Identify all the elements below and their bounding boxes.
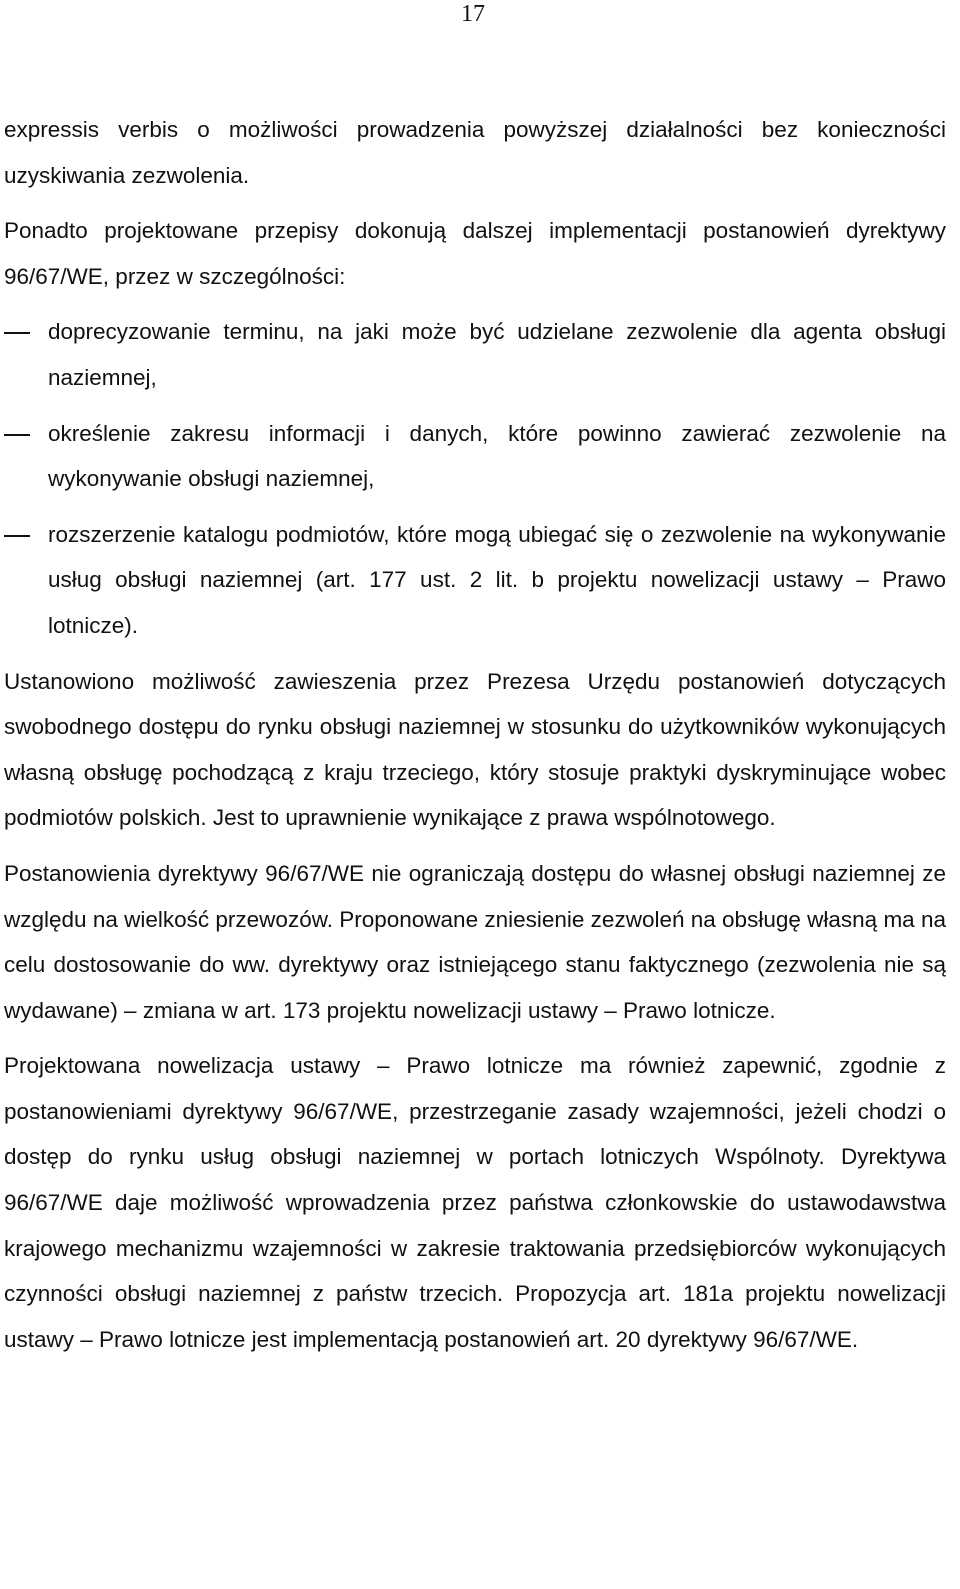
list-item bbox=[4, 309, 946, 400]
paragraph: Ustanowiono możliwość zawieszenia przez Prezesa Urzędu postanowień dotyczących swobodnego dostępu do rynku obsługi naziemnej w stosunku do użytkowników wykonujących własną obsługę pochodzącą z kraju trzeciego, który stosuje praktyki dyskryminujące wobec podmiotów polskich. Jest to uprawnienie wynikające z prawa wspólnotowego. bbox=[4, 668, 946, 831]
list-item-text: rozszerzenie katalogu podmiotów, które mogą ubiegać się o zezwolenie na wykonywanie usług obsługi naziemnej (art. 177 ust. 2 lit. b projektu nowelizacji ustawy – Prawo lotnicze). bbox=[48, 521, 946, 638]
dash-bullet bbox=[4, 332, 30, 334]
dash-bullet bbox=[4, 535, 30, 537]
list-item bbox=[4, 411, 946, 502]
body-text bbox=[4, 107, 946, 1362]
dash-bullet bbox=[4, 434, 30, 436]
dash-list bbox=[4, 309, 946, 648]
list-item-text: określenie zakresu informacji i danych, które powinno zawierać zezwolenie na wykonywanie obsługi naziemnej, bbox=[48, 420, 946, 492]
paragraph: expressis verbis o możliwości prowadzenia powyższej działalności bez konieczności uzyskiwania zezwolenia. bbox=[4, 117, 946, 188]
paragraph: Projektowana nowelizacja ustawy – Prawo lotnicze ma również zapewnić, zgodnie z postanowieniami dyrektywy 96/67/WE, przestrzeganie zasady wzajemności, jeżeli chodzi o dostęp do rynku usług obsługi naziemnej w portach lotniczych Wspólnoty. Dyrektywa 96/67/WE daje możliwość wprowadzenia przez państwa członkowskie do ustawodawstwa krajowego mechanizmu wzajemności w zakresie traktowania przedsiębiorców wykonujących czynności obsługi naziemnej z państw trzecich. Propozycja art. 181a projektu nowelizacji ustawy – Prawo lotnicze jest implementacją postanowień art. 20 dyrektywy 96/67/WE. bbox=[4, 1053, 946, 1352]
paragraph: Postanowienia dyrektywy 96/67/WE nie ograniczają dostępu do własnej obsługi naziemnej ze względu na wielkość przewozów. Proponowane zniesienie zezwoleń na obsługę własną ma na celu dostosowanie do ww. dyrektywy oraz istniejącego stanu faktycznego (zezwolenia nie są wydawane) – zmiana w art. 173 projektu nowelizacji ustawy – Prawo lotnicze. bbox=[4, 860, 946, 1023]
paragraph: Ponadto projektowane przepisy dokonują dalszej implementacji postanowień dyrektywy 96/67/WE, przez w szczególności: bbox=[4, 218, 946, 289]
list-item bbox=[4, 512, 946, 649]
list-item-text: doprecyzowanie terminu, na jaki może być udzielane zezwolenie dla agenta obsługi naziemnej, bbox=[48, 319, 946, 390]
page-number: 17 bbox=[461, 1, 485, 27]
